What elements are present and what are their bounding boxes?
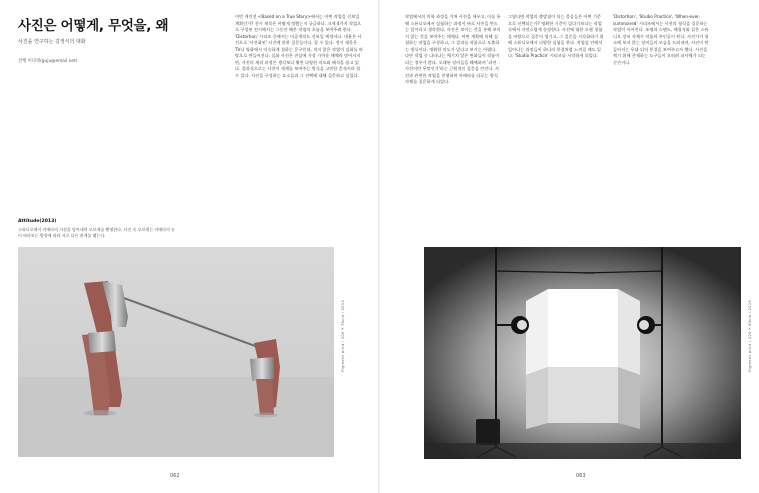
clamp-sculpture-photo: [18, 247, 334, 457]
author-line: 진행 이다영(guju@email.net): [18, 59, 78, 64]
studio-setup-photo: [424, 247, 741, 459]
body-column-left: [235, 14, 363, 149]
caption-title: Attitude(2013): [18, 219, 57, 224]
photo-credit: Pigment print / 120×90cm / 2015: [747, 300, 752, 372]
right-page: [380, 0, 759, 493]
body-text: 그렇다면 작업의 출발점이 되는 물음들은 어떤 기준으로 선택되는가? 명확한 기준이 있다기보다는 작업 속에서 자연스럽게 등장한다. 사진에 대한 오랜 경험을 바탕으로 질문이 생기고, 그 질문을 시각화하기 위해 스튜디오에서 다양한 실험을 한다. 작업실 안에서 일어나는 과정들이 하나의 풍경처럼 느껴질 때도 있다. 'Studio Practice' 시리즈를 시작하게 되었다.: [508, 14, 604, 58]
body-text: 'Distortion', 'Studio Practice', 'When-ever-summoned' 시리즈에서는 사진의 형식을 질문하는 작업이 이어진다. 조명과 스탠드, 배경지와 같은 스튜디오 장비 자체가 작품의 주인공이 된다. 사진가가 평소에 보지 않는 장비들의 모습을 드러내며, 사진이 만들어지는 무대 뒤의 풍경을 보여주고자 했다. 사진을 찍기 위해 존재하는 도구들이 오히려 피사체가 되는 순간이다.: [613, 14, 709, 65]
article-subtitle: 사진을 연구하는 김정식의 대화: [18, 39, 86, 45]
body-column-3: [613, 14, 709, 154]
body-column-1: [405, 14, 501, 154]
left-page: [0, 0, 379, 493]
page-number: 063: [576, 473, 586, 479]
page-number: 062: [170, 473, 180, 479]
caption-text: 스튜디오에서 카메라의 시점을 담아내며 오브제를 촬영한다. 사진 속 오브제는 카메라의 눈이 바라보는 방향에 따라 서로 다른 관계를 맺는다.: [18, 227, 175, 238]
photo-credit: Pigment print / 100×76cm / 2013: [340, 300, 345, 372]
body-text: 이번 개인전 <Based on a True Story>에서는 어떤 작업을 선보일 계획인가? 전시 제목은 어떻게 정했는지 궁금하다. 크게 4가지 작업으로 구성된 전시에서는 그동안 해온 작업의 흐름을 보여주려 한다. 'Distortion' 시리즈 중에서는 미공개작도 선보일 예정이다. 내용은 사진으로 '사건화된' 사건에 관한 질문들이다. 할 수 있다. 전시 제목은 TV나 영화에서 익숙하게 접하는 문구인데, 적지 않은 작업이 실화를 바탕으로 만들어진다. 실화 사진은 진실에 가장 가까운 매체라 믿어지지만, 사진의 제작 과정은 생각보다 훨씬 다양한 의도와 해석을 품고 있다. 결과적으로는 사진이 세계를 보여주는 방식을 고민한 흔적이라 할 수 있다. 사진을 구성하는 요소들과 그 선택에 대해 질문하고 싶었다.: [235, 14, 363, 78]
article-title: 사진은 어떻게, 무엇을, 왜: [18, 18, 169, 34]
body-column-2: [508, 14, 604, 154]
body-text: 작업에서의 미학 과정을 거쳐 사진을 세우고, 이를 통해 스튜디오에서 실험하는 과정이 바로 사진을 만드는 일이라고 생각한다. 사진은 보이는 것을 통해 보이지 않는 것을 보여주는 매체다. 어떤 계획에 의해 실험하는 작업을 구상하고, 그 결과를 작품으로 도출하는 방식이다. 명확한 의도가 있다고 보기는 어렵다. 다만 작업 중 나타나는 예기치 않은 변화들이 작품이 되는 경우가 많다. 오래된 장비들을 해체하며 '과연 사진이란 무엇인가'라는 근원적인 질문을 던진다. 사진과 관련한 작업을 진행하며 카메라를 다루는 방식 자체를 질문하게 되었다.: [405, 14, 501, 84]
